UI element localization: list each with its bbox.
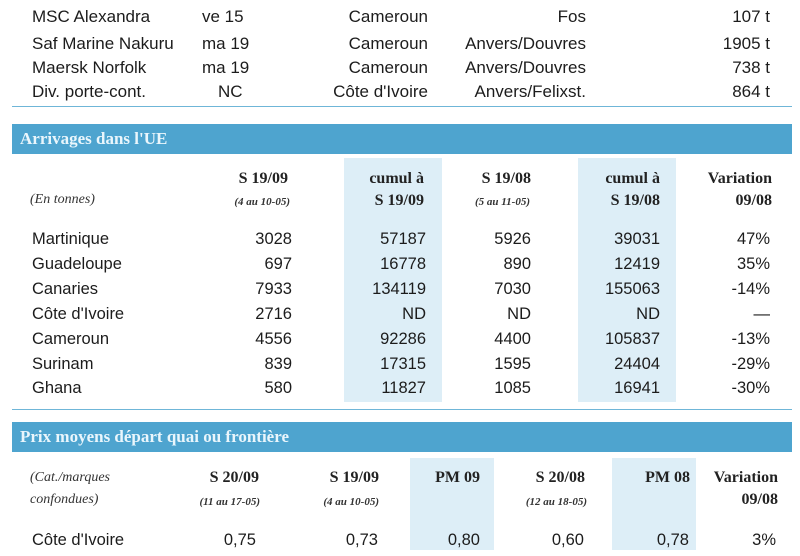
cell-s1909: 4556 — [255, 330, 292, 348]
arrivals-section-header — [12, 124, 792, 154]
shipment-origin: Cameroun — [348, 34, 428, 53]
cell-pm08: 0,78 — [656, 531, 689, 549]
row-label: Guadeloupe — [32, 255, 122, 273]
prices-section-header — [12, 422, 792, 452]
row-label: Canaries — [32, 280, 99, 298]
arrivals-header-cumul08-line1: cumul à — [605, 170, 660, 187]
cell-s1908: 7030 — [494, 280, 531, 298]
cell-s2009: 0,75 — [223, 531, 256, 549]
row-label: Ghana — [32, 379, 82, 397]
shipment-tonnage: 1905 t — [722, 34, 770, 53]
prices-unit-label-line1: (Cat./marques — [30, 470, 110, 485]
cell-variation: -30% — [731, 379, 770, 397]
cell-variation: 35% — [736, 255, 770, 273]
arrivals-header-variation-line2: 09/08 — [735, 192, 772, 209]
prices-header-s2009-range: (11 au 17-05) — [199, 496, 260, 508]
table-row — [0, 230, 800, 255]
arrivals-header-cumul08-line2: S 19/08 — [610, 192, 660, 209]
prices-section-title: Prix moyens départ quai ou frontière — [20, 427, 289, 446]
shipment-tonnage: 738 t — [732, 58, 770, 77]
cell-s1908: 4400 — [494, 330, 531, 348]
shipment-date: ma 19 — [202, 34, 250, 53]
cell-cumul08: 12419 — [614, 255, 660, 273]
cell-variation: 47% — [736, 230, 770, 248]
cell-cumul08: 105837 — [604, 330, 660, 348]
section-divider — [12, 106, 792, 107]
row-label: Surinam — [32, 355, 94, 373]
row-label: Côte d'Ivoire — [32, 531, 125, 549]
cell-s1908: 890 — [503, 255, 531, 273]
cell-s1908: ND — [507, 305, 531, 323]
cell-cumul09: 11827 — [381, 379, 426, 397]
cell-s2008: 0,60 — [551, 531, 584, 549]
arrivals-unit-label: (En tonnes) — [30, 192, 95, 207]
cell-s1909: 0,73 — [345, 531, 378, 549]
prices-header-s1909-range: (4 au 10-05) — [323, 496, 379, 508]
arrivals-header-variation-line1: Variation — [707, 170, 772, 187]
shipment-port: Anvers/Douvres — [465, 34, 586, 53]
prices-header-s2008: S 20/08 — [535, 469, 585, 486]
shipment-row — [0, 5, 800, 29]
arrivals-section-title: Arrivages dans l'UE — [20, 129, 168, 148]
cell-s1908: 5926 — [494, 230, 531, 248]
row-label: Cameroun — [32, 330, 110, 348]
cell-pm09: 0,80 — [447, 531, 480, 549]
cell-s1909: 7933 — [255, 280, 292, 298]
table-row — [0, 355, 800, 380]
shipment-vessel: Saf Marine Nakuru — [32, 34, 174, 53]
arrivals-header-s1909: S 19/09 — [238, 170, 288, 187]
cell-cumul09: 16778 — [380, 255, 426, 273]
prices-header-pm09: PM 09 — [435, 469, 480, 486]
shipment-origin: Côte d'Ivoire — [333, 82, 428, 101]
shipment-date: ve 15 — [202, 7, 244, 26]
cell-s1909: 580 — [264, 379, 292, 397]
row-label: Côte d'Ivoire — [32, 305, 125, 323]
arrivals-header-cumul09-line1: cumul à — [369, 170, 424, 187]
shipment-row — [0, 80, 800, 104]
cell-cumul09: 57187 — [380, 230, 426, 248]
cell-cumul08: 155063 — [604, 280, 660, 298]
shipment-port: Anvers/Felixst. — [474, 82, 586, 101]
table-row — [0, 531, 800, 556]
prices-header-variation-line1: Variation — [713, 469, 778, 486]
cell-s1909: 697 — [264, 255, 292, 273]
table-row — [0, 255, 800, 280]
row-label: Martinique — [32, 230, 110, 248]
shipment-date: NC — [218, 82, 243, 101]
cell-s1908: 1085 — [494, 379, 531, 397]
cell-variation: 3% — [752, 531, 776, 549]
cell-cumul08: ND — [636, 305, 660, 323]
prices-unit-label-line2: confondues) — [30, 492, 99, 507]
prices-header-variation-line2: 09/08 — [741, 491, 778, 508]
cell-s1909: 2716 — [255, 305, 292, 323]
shipment-tonnage: 107 t — [732, 7, 770, 26]
cell-s1909: 3028 — [255, 230, 292, 248]
cell-variation: -13% — [731, 330, 770, 348]
shipment-origin: Cameroun — [348, 58, 428, 77]
cell-cumul09: 92286 — [380, 330, 426, 348]
table-row — [0, 305, 800, 330]
cell-s1909: 839 — [264, 355, 292, 373]
cell-cumul09: ND — [402, 305, 426, 323]
shipment-vessel: Maersk Norfolk — [32, 58, 147, 77]
table-row — [0, 280, 800, 305]
shipment-port: Fos — [557, 7, 586, 26]
prices-header-pm08: PM 08 — [645, 469, 690, 486]
prices-header-s1909: S 19/09 — [329, 469, 379, 486]
table-row — [0, 330, 800, 355]
table-row — [0, 379, 800, 404]
arrivals-header-s1908-range: (5 au 11-05) — [475, 196, 530, 208]
shipment-origin: Cameroun — [348, 7, 428, 26]
cell-cumul09: 134119 — [372, 280, 426, 298]
shipment-row — [0, 56, 800, 80]
cell-cumul09: 17315 — [380, 355, 426, 373]
arrivals-header-s1908: S 19/08 — [481, 170, 531, 187]
shipment-vessel: Div. porte-cont. — [32, 82, 147, 101]
shipment-vessel: MSC Alexandra — [32, 7, 151, 26]
cell-cumul08: 24404 — [614, 355, 660, 373]
cell-cumul08: 16941 — [614, 379, 660, 397]
arrivals-header-cumul09-line2: S 19/09 — [374, 192, 424, 209]
shipment-row — [0, 32, 800, 56]
cell-cumul08: 39031 — [614, 230, 660, 248]
prices-header-s2009: S 20/09 — [209, 469, 259, 486]
shipment-port: Anvers/Douvres — [465, 58, 586, 77]
section-divider — [12, 409, 792, 410]
prices-header-s2008-range: (12 au 18-05) — [525, 496, 587, 508]
cell-variation: -14% — [731, 280, 770, 298]
shipment-tonnage: 864 t — [732, 82, 770, 101]
arrivals-header-s1909-range: (4 au 10-05) — [234, 196, 290, 208]
cell-variation: — — [753, 305, 770, 323]
cell-s1908: 1595 — [494, 355, 531, 373]
cell-variation: -29% — [731, 355, 770, 373]
shipment-date: ma 19 — [202, 58, 250, 77]
